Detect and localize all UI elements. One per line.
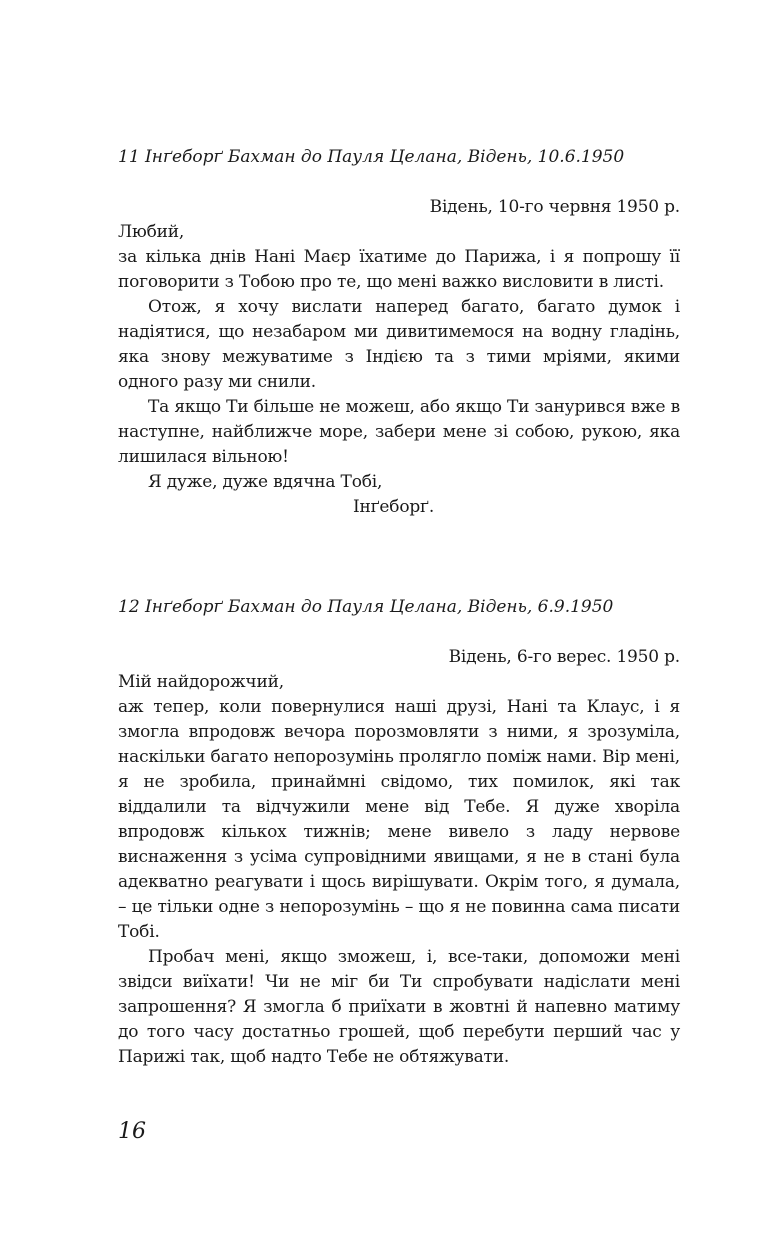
letter-11-dateline: Відень, 10-го червня 1950 р. (429, 197, 680, 217)
letter-11-salutation: Любий, (118, 222, 185, 242)
letter-11-paragraph-1: за кілька днів Нані Маєр їхатиме до Парижа, і я попрошу її поговорити з Тобою про те, що мені важко висловити в листі. (118, 247, 680, 292)
letter-11-body (118, 195, 680, 520)
letter-11-paragraph-3: Та якщо Ти більше не можеш, або якщо Ти занурився вже в наступне, найближче море, забери мене зі собою, рукою, яка лишилася вільною! (118, 397, 680, 467)
letter-12-paragraph-2: Пробач мені, якщо зможеш, і, все-таки, допоможи мені звідси виїхати! Чи не міг би Ти спробувати надіслати мені запрошення? Я змогла б приїхати в жовтні й напевно матиму до того часу достатньо грошей, щоб перебути перший час у Парижі так, щоб надто Тебе не обтяжувати. (118, 947, 680, 1067)
letter-11-heading: 11 Інґеборґ Бахман до Пауля Целана, Відень, 10.6.1950 (118, 147, 625, 167)
book-page (118, 0, 680, 1241)
letter-12-salutation: Мій найдорожчий, (118, 672, 284, 692)
letter-12-paragraph-1: аж тепер, коли повернулися наші друзі, Нані та Клаус, і я змогла впродовж вечора порозмовляти з ними, я зрозуміла, наскільки багато непорозумінь пролягло поміж нами. Вір мені, я не зробила, принаймні свідомо, тих помилок, які так віддалили та відчужили мене від Тебе. Я дуже хворіла впродовж кількох тижнів; мене вивело з ладу нервове виснаження з усіма супровідними явищами, я не в стані була адекватно реагувати і щось вирішувати. Окрім того, я думала, – це тільки одне з непорозумінь – що я не повинна сама писати Тобі. (118, 697, 680, 942)
letter-12-heading: 12 Інґеборґ Бахман до Пауля Целана, Відень, 6.9.1950 (118, 597, 614, 617)
letter-12-body (118, 645, 680, 1070)
letter-11-closing: Я дуже, дуже вдячна Тобі, (148, 472, 383, 492)
letter-11-paragraph-2: Отож, я хочу вислати наперед багато, багато думок і надіятися, що незабаром ми дивитимемося на водну гладінь, яка знову межуватиме з Індією та з тими мріями, якими одного разу ми снили. (118, 297, 680, 392)
letter-11-signature: Інґеборґ. (353, 497, 435, 517)
page-number: 16 (118, 1119, 146, 1144)
letter-12-dateline: Відень, 6-го верес. 1950 р. (448, 647, 680, 667)
